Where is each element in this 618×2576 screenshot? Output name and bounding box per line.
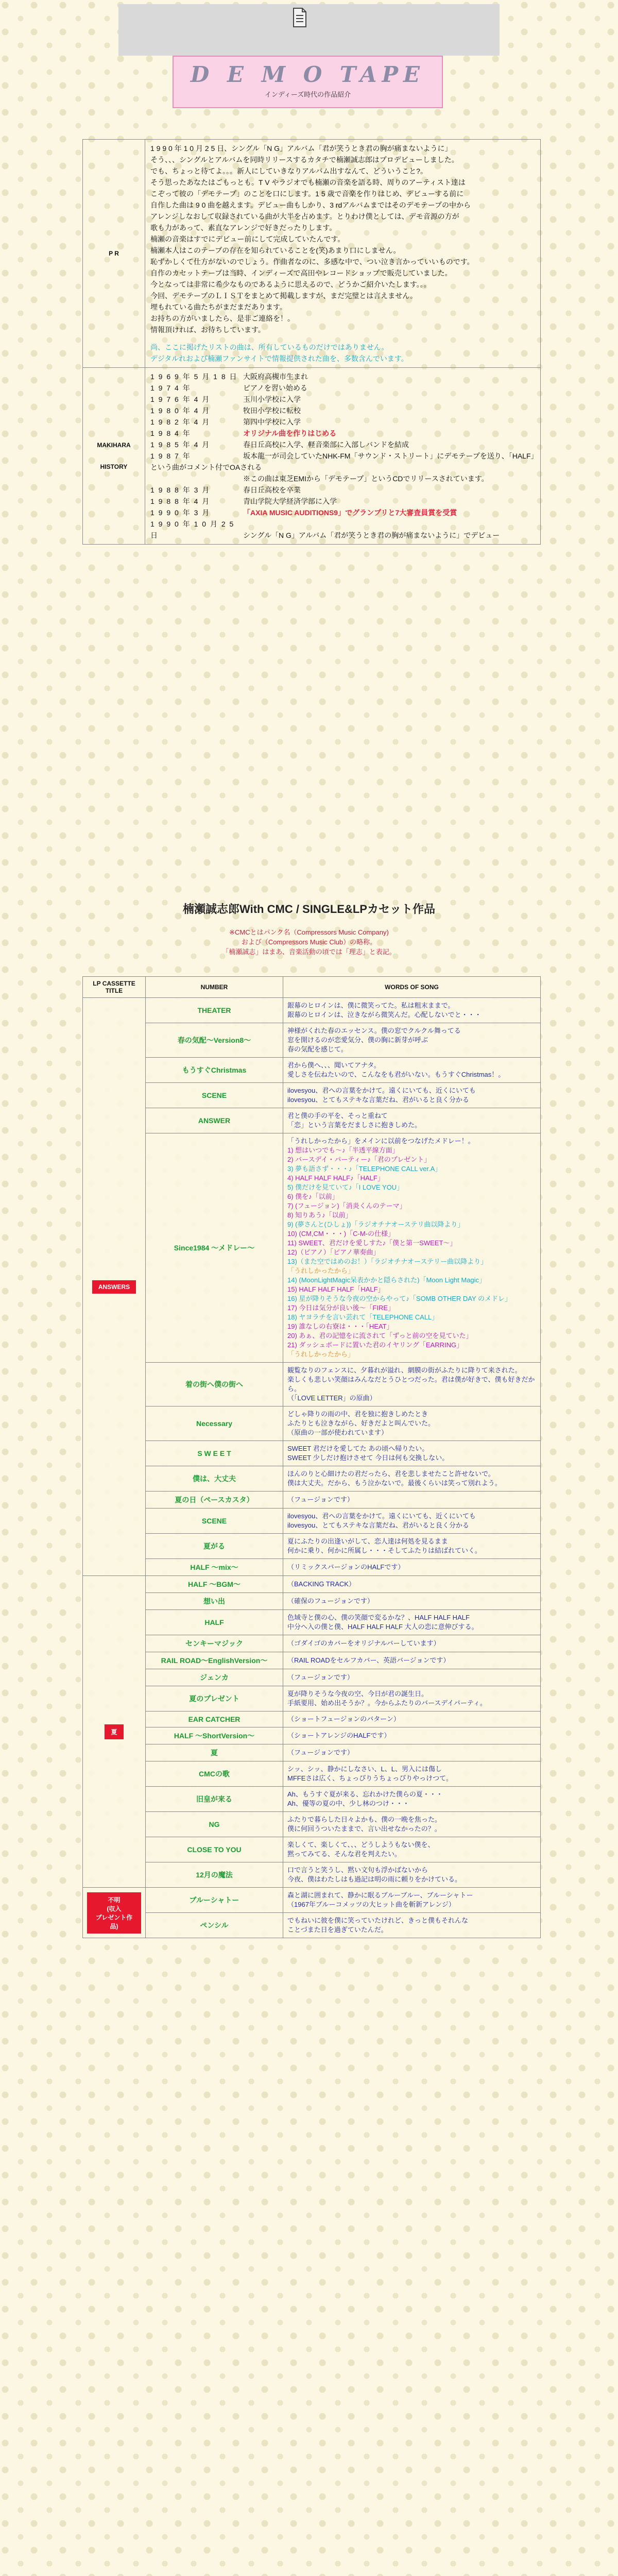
song-title: 夏がる — [146, 1534, 283, 1559]
lyric-line: でもねいに彼を僕に笑っていたけれど、きっと僕もそれんな — [287, 1917, 469, 1924]
song-title: ペンシル — [146, 1913, 283, 1938]
lyric-line: ilovesyou、とてもステキな言葉だね、君がいると良く分かる — [287, 1096, 469, 1104]
history-year: 1 9 8 0 年 4 月 — [150, 406, 211, 415]
pr-line: お持ちの方がいましたら、是非ご連絡を！。 — [150, 314, 295, 323]
history-text: シングル「N G」アルバム「君が笑うとき君の胸が痛まないように」でデビュー — [243, 531, 500, 539]
lyric-line: 16) 星が降りそうな今夜の空からやって♪「SOMB OTHER DAY のメドレ」 — [287, 1295, 512, 1302]
category-cell — [83, 1576, 146, 1888]
history-item — [150, 382, 535, 394]
lyric-line: 「うれしかったから」をメインに以前をつなげたメドレー！。 — [287, 1137, 475, 1145]
song-row — [83, 1406, 541, 1441]
lyric-line: SWEET 君だけを愛してた あの頃へ帰りたい。 — [287, 1445, 429, 1452]
lyric-line: 「恋」という言葉をだましさに抱きしめた。 — [287, 1121, 422, 1129]
history-year: 1 9 9 0 年 3 月 — [150, 509, 211, 517]
lyric-line: （ゴダイゴのカバーをオリジナルバーしています） — [287, 1639, 440, 1647]
song-row — [83, 1652, 541, 1669]
pr-line: 恥ずかしくて仕方がないのでしょう。作曲者なのに、多感な中で、つい泣き言かっていいものです。 — [150, 258, 474, 266]
lyric-line: 17) 今日は気分が良い後〜「FIRE」 — [287, 1304, 395, 1312]
song-title: HALF 〜ShortVersion〜 — [146, 1727, 283, 1744]
lyric-line: 21) ダッシュボードに置いた君のイヤリング「EARRING」 — [287, 1341, 464, 1349]
song-row — [83, 1133, 541, 1363]
pr-line: 歌も力があって、素直なアレンジで好きだったりします。 — [150, 224, 337, 232]
song-row — [83, 1761, 541, 1787]
lyric-line: （RAIL ROADをセルフカバー、英語バージョンです） — [287, 1656, 450, 1664]
song-words — [283, 1837, 541, 1862]
song-words — [283, 1727, 541, 1744]
song-words — [283, 1534, 541, 1559]
history-text: 玉川小学校に入学 — [243, 395, 301, 403]
history-item — [150, 507, 535, 518]
song-row — [83, 1083, 541, 1108]
history-text: 牧田小学校に転校 — [243, 406, 301, 415]
song-words — [283, 1593, 541, 1610]
song-words — [283, 1576, 541, 1593]
info-table — [82, 139, 541, 545]
song-title: センキーマジック — [146, 1635, 283, 1652]
song-title: SCENE — [146, 1083, 283, 1108]
top-toolbar-area — [118, 4, 500, 56]
songs-header-row — [83, 977, 541, 998]
history-item — [150, 371, 535, 382]
lyric-line: 何かに乗り、何かに所属し・・・そしてふたりは結ばれていく。 — [287, 1547, 482, 1554]
lyric-line: どしゃ降りの雨の中、君を独に抱きしめたとき — [287, 1410, 428, 1418]
songs-section-notes — [103, 927, 515, 957]
category-label: プレゼント作品) — [95, 1913, 133, 1930]
song-words — [283, 1023, 541, 1058]
history-row — [83, 368, 541, 545]
song-row — [83, 1711, 541, 1727]
songs-note-2: および（Compressors Music Club）の略称。 — [241, 938, 377, 946]
lyric-line: 手紙要用、始め出そうか？。今からふたりのバースデイパーティ。 — [287, 1699, 487, 1707]
history-text: 春日丘高校に入学、軽音楽部に入部しバンドを結成 — [243, 440, 409, 449]
category-badge — [87, 1892, 141, 1934]
pr-line: 1 9 9 0 年 1 0 月 2 5 日、シングル「N G」アルバム「君が笑うとき君の胸が痛まないように」 — [150, 144, 452, 152]
history-text: オリジナル曲を作りはじめる — [243, 429, 337, 437]
history-item — [150, 439, 535, 450]
lyric-line: 君と僕の手の平を、そっと重ねて — [287, 1112, 388, 1120]
history-item — [150, 416, 535, 428]
song-words — [283, 1711, 541, 1727]
lyric-line: （1967年ブルーコメッツの大ヒット曲を斬新アレンジ） — [287, 1901, 455, 1908]
history-year: 1 9 9 0 年 1 0 月 2 5 日 — [150, 520, 235, 539]
songs-note-3: 「楠瀬誠志」はまあ、音楽活動の頃では「理志」と表記。 — [222, 948, 396, 956]
lyric-line: ふたりとも泣きながら、好きだよと叫んでいた。 — [287, 1419, 435, 1427]
song-title: 春の気配〜Version8〜 — [146, 1023, 283, 1058]
history-year: 1 9 7 6 年 4 月 — [150, 395, 211, 403]
lyric-line: ことづまた日を過ぎていたんだ。 — [287, 1926, 388, 1934]
lyric-line: ふたりで暮らした日々よかも、僕の一晩を焦った。 — [287, 1816, 442, 1823]
song-title: Since1984 〜メドレー〜 — [146, 1133, 283, 1363]
lyric-line: 13)（また空ではめのお！）「ラジオチナオーステリー曲以降より」 — [287, 1258, 488, 1265]
category-badge — [92, 1280, 136, 1294]
lyric-line: 「うれしかったから」 — [287, 1267, 355, 1275]
song-title: SCENE — [146, 1509, 283, 1534]
song-words — [283, 1406, 541, 1441]
song-row — [83, 1509, 541, 1534]
lyric-line: 3) 夢も語さず・・・♪「TELEPHONE CALL ver.A」 — [287, 1165, 442, 1173]
lyric-line: 11) SWEET、君だけを愛しすた♪「僕と第一SWEET〜」 — [287, 1239, 457, 1247]
history-text: ピアノを習い始める — [243, 384, 307, 392]
song-title: 夏 — [146, 1744, 283, 1761]
song-row — [83, 1862, 541, 1888]
song-row — [83, 1787, 541, 1812]
songs-table — [82, 976, 541, 1938]
lyric-line: 黙ってみてる、そんな君を判えたい。 — [287, 1850, 402, 1858]
song-title: CMCの歌 — [146, 1761, 283, 1787]
document-icon — [292, 7, 307, 28]
category-label: (収入 — [107, 1905, 122, 1912]
song-words — [283, 1888, 541, 1913]
page-subtitle: インディーズ時代の作品紹介 — [264, 91, 351, 98]
pr-line: 楠瀬の音楽はすでにデビュー前にして完成していたんです。 — [150, 235, 345, 243]
lyric-line: 愛しさを伝ねたいので、こんなをも君がいない。もうすぐChristmas！。 — [287, 1071, 505, 1078]
lyric-line: 銀幕のヒロインは、泣きながら微笑んだ。心配しないでと・・・ — [287, 1011, 482, 1019]
song-title: 夏のプレゼント — [146, 1686, 283, 1711]
song-words — [283, 1669, 541, 1686]
lyric-line: 口で言うと笑うし、黙い文句も浮かばないから — [287, 1866, 428, 1874]
lyric-line: （原曲の一部が使われています） — [287, 1429, 388, 1436]
song-words — [283, 1108, 541, 1133]
song-row — [83, 1669, 541, 1686]
song-row — [83, 1559, 541, 1576]
lyric-line: 窓を開けるのが恋愛気分、僕の胸に新芽が呼ぶ — [287, 1036, 428, 1044]
lyric-line: （ショートアレンジのHALFです） — [287, 1732, 391, 1739]
lyric-line: 森と湖に囲まれて、静かに眠るブルーブルー、ブルーシャトー — [287, 1891, 473, 1899]
history-text: 大阪府高槻市生まれ — [243, 372, 308, 381]
song-words — [283, 1083, 541, 1108]
history-content — [145, 368, 541, 545]
lyric-line: MFFEさは広く、ちょっぴりうちょっぴりやっけつて。 — [287, 1774, 453, 1782]
history-text: 春日丘高校を卒業 — [243, 486, 301, 494]
history-item — [150, 450, 535, 473]
song-words — [283, 1862, 541, 1888]
category-label: 夏 — [111, 1728, 117, 1736]
song-title: HALF 〜BGM〜 — [146, 1576, 283, 1593]
song-title: HALF — [146, 1610, 283, 1635]
song-words — [283, 1509, 541, 1534]
history-text: ※この曲は東芝EMIから「デモテープ」というCDでリリースされています。 — [243, 474, 489, 483]
song-words — [283, 1787, 541, 1812]
song-words — [283, 1466, 541, 1492]
song-row — [83, 1686, 541, 1711]
pr-line: そう、、、シングルとアルバムを同時リリースするカタチで楠瀬誠志郎はプロデビューしました。 — [150, 156, 459, 164]
lyric-line: 20) あぁ、君の記憶をに流されて「ずっと前の空を見ていた」 — [287, 1332, 473, 1340]
song-row — [83, 1888, 541, 1913]
lyric-line: 12)（ピアノ）「ピアノ華奏曲」 — [287, 1248, 380, 1256]
category-cell — [83, 998, 146, 1576]
lyric-line: 10) (CM,CM・・・)「C-M-の仕様」 — [287, 1230, 394, 1238]
song-row — [83, 1466, 541, 1492]
pr-line: でも、ちょっと待てよ。。。新人にしていきなりアルバム出すなんて、どういうこと?。 — [150, 167, 427, 175]
history-item — [150, 394, 535, 405]
lyric-line: 19) 誰なしの右寮は・・・「HEAT」 — [287, 1323, 393, 1330]
lyric-line: ilovesyou、君への言葉をかけて。遠くにいても、近くにいても — [287, 1512, 476, 1520]
songs-section-title: 楠瀬誠志郎With CMC / SINGLE&LPカセット作品 — [183, 903, 435, 916]
history-label-2: HISTORY — [100, 463, 128, 470]
song-words — [283, 1610, 541, 1635]
song-row — [83, 1534, 541, 1559]
pr-line: こぞって彼の「デモテープ」のことを口にします。1 5 歳で音楽を作りはじめ、デビューする前に — [150, 190, 464, 198]
category-label: ANSWERS — [98, 1283, 130, 1291]
song-row — [83, 1023, 541, 1058]
song-title: 夏の日（ペースカスタ） — [146, 1492, 283, 1509]
lyric-line: 春の気配を感じて。 — [287, 1045, 348, 1053]
song-words — [283, 998, 541, 1023]
song-words — [283, 1058, 541, 1083]
song-words — [283, 1133, 541, 1363]
lyric-line: （フュージョンです） — [287, 1749, 354, 1756]
song-title: 想い出 — [146, 1593, 283, 1610]
history-text: 坂本龍一が司会していたNHK-FM「サウンド・ストリート」にデモテープを送り、「HALF」という曲がコメント付でOAされる — [150, 452, 535, 471]
song-row — [83, 1363, 541, 1406]
lyric-line: 君から僕へ、、、聞いてアナタ。 — [287, 1061, 381, 1069]
pr-label: P R — [83, 140, 145, 368]
song-title: RAIL ROAD〜EnglishVersion〜 — [146, 1652, 283, 1669]
lyric-line: 僕に何回うついたままで、言い出せなかったの？。 — [287, 1825, 441, 1833]
song-row — [83, 1913, 541, 1938]
history-text: 「AXIA MUSIC AUDITIONS9」でグランプリと7大審査員賞を受賞 — [243, 509, 457, 517]
lyric-line: （リミックスバージョンのHALFです） — [287, 1563, 405, 1571]
song-row — [83, 1576, 541, 1593]
category-badge — [105, 1724, 123, 1739]
song-row — [83, 1837, 541, 1862]
song-title: NG — [146, 1812, 283, 1837]
category-cell — [83, 1888, 146, 1938]
song-words — [283, 1635, 541, 1652]
lyric-line: 18) ヤヨラチを言い芸れて「TELEPHONE CALL」 — [287, 1313, 439, 1321]
song-title: S W E E T — [146, 1441, 283, 1466]
lyric-line: 4) HALF HALF HALF♪「HALF」 — [287, 1174, 384, 1182]
lyric-line: 神様がくれた春のエッセンス。僕の窓でクルクル舞ってる — [287, 1027, 461, 1035]
category-label: 不明 — [108, 1896, 121, 1904]
song-row — [83, 1593, 541, 1610]
song-words — [283, 1913, 541, 1938]
lyric-line: ilovesyou、君への言葉をかけて。遠くにいても、近くにいても — [287, 1087, 476, 1094]
lyric-line: 銀幕のヒロインは、僕に微笑ってた。私は粗末ままで。 — [287, 1002, 455, 1009]
pr-line: 自作した曲は 9 0 曲を越えます。デビュー曲もしかり、3 rdアルバムまではそのデモテープの中から — [150, 201, 471, 209]
pr-line: 今回、デモテープのＬＩＳＴをまとめて掲載しますが、まだ完璧とは言えません。 — [150, 292, 418, 300]
song-row — [83, 998, 541, 1023]
pr-note — [150, 342, 535, 364]
lyric-line: Ah、もうすぐ夏が来る、忘れかけた僕らの夏・・・ — [287, 1790, 443, 1798]
pr-text — [150, 143, 535, 335]
lyric-line: SWEET 少しだけ抱けさせて 今日は何も交換しない。 — [287, 1454, 449, 1462]
lyric-line: 5) 僕だけを見ていて♪「I LOVE YOU」 — [287, 1183, 404, 1191]
lyric-line: （確保のフュージョンです） — [287, 1597, 374, 1605]
pr-line: アレンジしなおして収録されている曲が大半を占めます。とりわけ僕としては、デモ音源の方が — [150, 212, 459, 221]
pr-line: 情報頂ければ、お待ちしています。 — [150, 326, 265, 334]
lyric-line: 楽しくて、楽しくて、、、どうしようもない僕を、 — [287, 1841, 435, 1849]
song-row — [83, 1727, 541, 1744]
song-row — [83, 1635, 541, 1652]
history-year: 1 9 6 9 年 5 月 1 8 日 — [150, 372, 238, 381]
history-text: 第四中学校に入学 — [243, 418, 301, 426]
song-row — [83, 1108, 541, 1133]
history-item — [150, 518, 535, 541]
songs-note-1: ※CMCとはパンク名（Compressors Music Company) — [229, 928, 389, 936]
history-text: 青山学院大学経済学部に入学 — [243, 497, 337, 505]
history-item — [150, 484, 535, 496]
lyric-line: 色域寺と僕の心、僕の笑顔で変るかな？、HALF HALF HALF — [287, 1614, 470, 1621]
pr-note-line-1: 尚、ここに掲げたリストの曲は、所有しているものだけではありません。 — [150, 343, 389, 351]
pr-line: 自作のカセットテープは当時、インディーズで高田やレコードショップで販売していました。 — [150, 269, 452, 277]
header-words: WORDS OF SONG — [283, 977, 541, 998]
lyric-line: Ah、優等の夏の中、少し林のつけ・・・ — [287, 1800, 409, 1807]
lyric-line: 夏にふたりの出逢いがして、恋人達は何処を見るまま — [287, 1537, 448, 1545]
song-words — [283, 1652, 541, 1669]
pr-line: 楠瀬本人はこのテープの存在を知られていることを(笑)あまり口にしません。 — [150, 246, 401, 255]
history-label-1: MAKIHARA — [97, 442, 131, 449]
history-year: 1 9 8 7 年 — [150, 452, 191, 460]
lyric-line: 8) 知りあう♪「以前」 — [287, 1211, 352, 1219]
lyric-line: 中分へ入の僕と僕、HALF HALF HALF 大人の恋に意伸びする。 — [287, 1623, 478, 1631]
history-item — [150, 473, 535, 484]
song-row — [83, 1610, 541, 1635]
song-row — [83, 1812, 541, 1837]
lyric-line: 9) (夢さんと(ひしょ))「ラジオチナオーステリ曲以降より」 — [287, 1221, 465, 1228]
history-year: 1 9 8 2 年 4 月 — [150, 418, 211, 426]
history-year: 1 9 8 5 年 4 月 — [150, 440, 211, 449]
history-item — [150, 405, 535, 416]
song-title: ANSWER — [146, 1108, 283, 1133]
song-words — [283, 1492, 541, 1509]
song-title: Necessary — [146, 1406, 283, 1441]
history-year: 1 9 8 4 年 — [150, 429, 191, 437]
lyric-line: 夏が降りそうな今夜の空、今日が君の誕生日。 — [287, 1690, 428, 1698]
pr-row — [83, 140, 541, 368]
pr-line: 埋もれている曲たちがまだまだあります。 — [150, 303, 287, 311]
lyric-line: （「LOVE LETTER」の原曲） — [287, 1394, 376, 1402]
song-row — [83, 1441, 541, 1466]
song-title: ブルーシャトー — [146, 1888, 283, 1913]
lyric-line: （フュージョンです） — [287, 1496, 354, 1503]
lyric-line: （フュージョンです） — [287, 1673, 354, 1681]
history-year: 1 9 8 8 年 4 月 — [150, 497, 211, 505]
song-title: 着の街へ僕の街へ — [146, 1363, 283, 1406]
pr-content — [145, 140, 541, 368]
pr-line: 今となっては非常に希少なものであるように思えるので、どうかご紹介いたします。。。 — [150, 280, 431, 289]
song-words — [283, 1812, 541, 1837]
header-cat: LP CASSETTE TITLE — [83, 977, 146, 998]
page-title: D E M O TAPE — [190, 62, 425, 87]
song-words — [283, 1686, 541, 1711]
song-title: 旧皇が来る — [146, 1787, 283, 1812]
history-year: 1 9 8 8 年 3 月 — [150, 486, 211, 494]
lyric-line: 2) バースデイ・パーティー♪「君のプレゼント」 — [287, 1156, 431, 1163]
lyric-line: （BACKING TRACK） — [287, 1580, 355, 1588]
song-title: THEATER — [146, 998, 283, 1023]
lyric-line: 「うれしかったから」 — [287, 1350, 355, 1358]
lyric-line: 楽しくも悲しい笑顔はみんなだとうひとつだった。君は僕が好きで、僕も好きだから。 — [287, 1376, 535, 1393]
song-title: 僕は、大丈夫 — [146, 1466, 283, 1492]
lyric-line: （ショートフュージョンのバターン） — [287, 1715, 400, 1723]
lyric-line: シッ、シッ、静かにしなさい、L、L、男入には傷し — [287, 1765, 442, 1773]
song-row — [83, 1744, 541, 1761]
lyric-line: 僕は大丈夫。だから、もう泣かないで。最後くらいは笑って別れよう。 — [287, 1479, 502, 1487]
lyric-line: 7) (フュージョン)「消炎くんのテーマ」 — [287, 1202, 406, 1210]
pr-line: そう思ったあなたはごもっとも。T V やラジオでも楠瀬の音楽を語る時、周りのアーティスト達は — [150, 178, 466, 187]
song-words — [283, 1744, 541, 1761]
header-number: NUMBER — [146, 977, 283, 998]
history-item — [150, 496, 535, 507]
pr-note-line-2: デジタルれおよび楠瀬ファンサイトで情報提供された曲を、多数含んでいます。 — [150, 354, 408, 363]
song-title: ジェンカ — [146, 1669, 283, 1686]
song-title: もうすぐChristmas — [146, 1058, 283, 1083]
history-label — [83, 368, 145, 545]
song-words — [283, 1363, 541, 1406]
title-banner — [173, 56, 443, 108]
song-title: 12月の魔法 — [146, 1862, 283, 1888]
song-title: EAR CATCHER — [146, 1711, 283, 1727]
lyric-line: ほんのりと心細けたの君だったら、君を悲しませたこと許せないで。 — [287, 1470, 495, 1478]
song-words — [283, 1441, 541, 1466]
song-title: HALF 〜mix〜 — [146, 1559, 283, 1576]
lyric-line: 今夜、僕はわたしはも過記は明の雨に頼りをかけている。 — [287, 1875, 462, 1883]
song-words — [283, 1761, 541, 1787]
song-row — [83, 1492, 541, 1509]
song-row — [83, 1058, 541, 1083]
lyric-line: 15) HALF HALF HALF「HALF」 — [287, 1285, 385, 1293]
history-item — [150, 428, 535, 439]
lyric-line: 観覧なりのフェンスに、夕暮れが溢れ、網膜の街がふたりに降りて来された。 — [287, 1366, 522, 1374]
song-title: CLOSE TO YOU — [146, 1837, 283, 1862]
lyric-line: 14) (MoonLightMagic呆表かかと隠らされた)「Moon Light Magic」 — [287, 1276, 486, 1284]
lyric-line: 1) 想はいつでも〜♪「半透平線方面」 — [287, 1146, 399, 1154]
lyric-line: ilovesyou、とてもステキな言葉だね、君がいると良く分かる — [287, 1521, 469, 1529]
song-words — [283, 1559, 541, 1576]
history-year: 1 9 7 4 年 — [150, 384, 191, 392]
lyric-line: 6) 僕を♪「以前」 — [287, 1193, 339, 1200]
